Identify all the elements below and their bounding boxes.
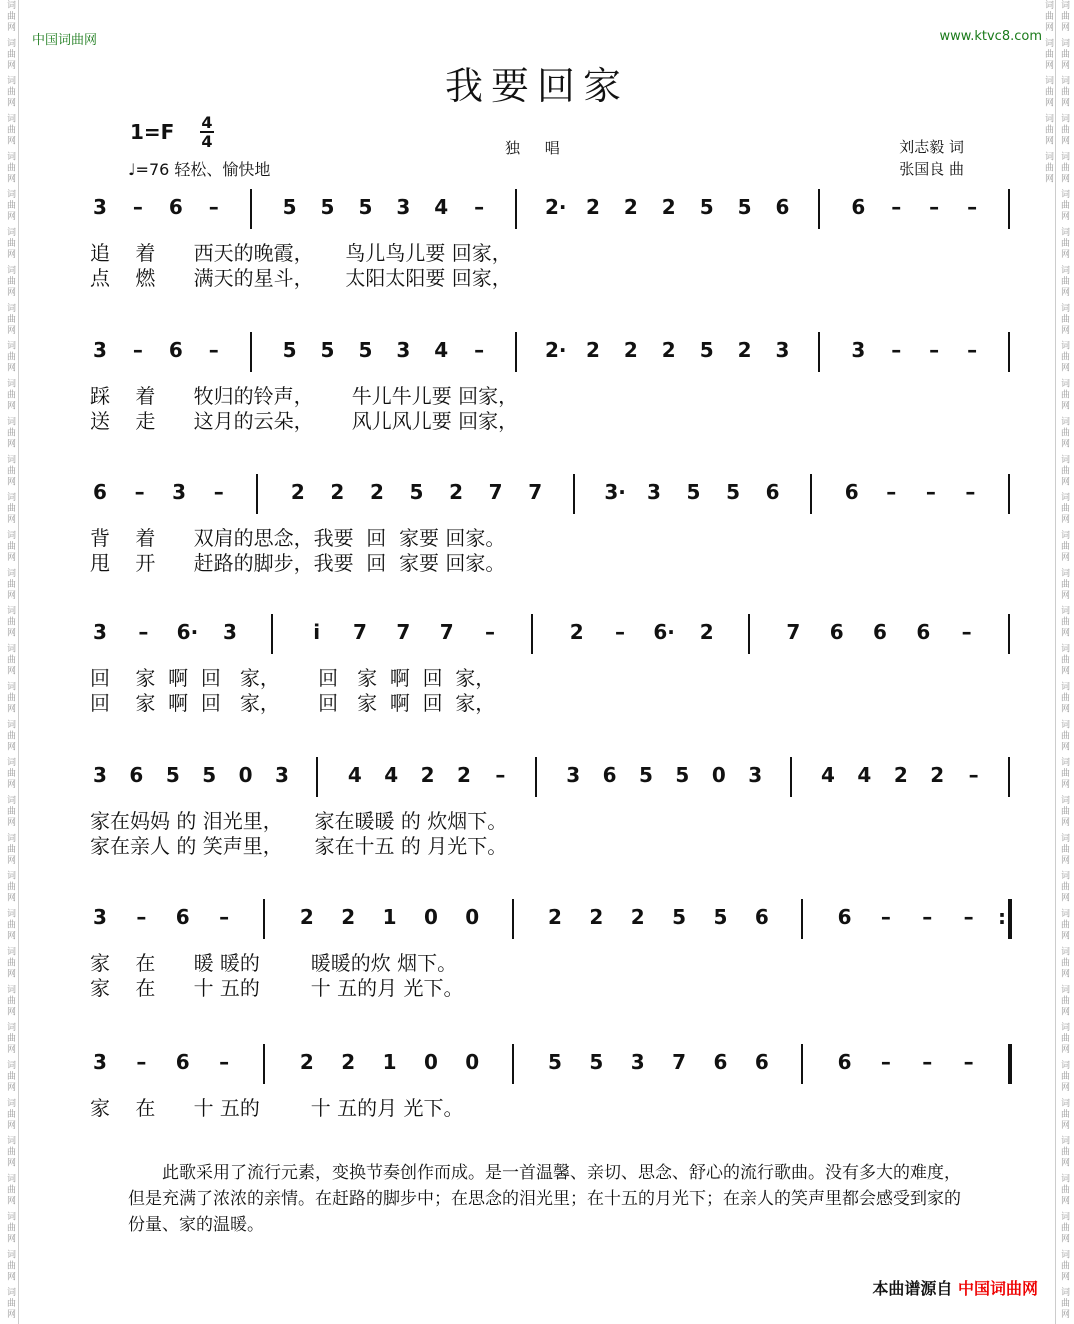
note: 2: [893, 763, 908, 787]
note: 2·: [545, 195, 567, 219]
bar-line: [1008, 332, 1010, 372]
note: –: [929, 338, 940, 362]
bar-line: [250, 189, 252, 229]
note: –: [132, 195, 143, 219]
bar-line: [810, 474, 812, 514]
bar-line: [1008, 189, 1010, 229]
note: –: [219, 905, 230, 929]
note: 3: [93, 620, 107, 644]
note: –: [968, 763, 979, 787]
note: 6: [754, 1050, 769, 1074]
time-top: 4: [201, 113, 213, 132]
note: –: [219, 1050, 230, 1074]
note: –: [891, 195, 902, 219]
time-signature: [200, 114, 214, 150]
note: 3: [851, 338, 866, 362]
note: 7: [439, 620, 454, 644]
note: 5: [358, 338, 373, 362]
note: 6: [175, 905, 190, 929]
note: –: [961, 620, 972, 644]
bar-line: [271, 614, 273, 654]
note: 6: [916, 620, 931, 644]
note: –: [925, 480, 936, 504]
note: 7: [786, 620, 801, 644]
bar-line: [801, 1044, 803, 1084]
bar-line: [263, 1044, 265, 1084]
note: 5: [675, 763, 690, 787]
note: 2·: [545, 338, 567, 362]
key-signature: 1=F: [130, 120, 175, 144]
note: 3: [775, 338, 790, 362]
note: 3: [396, 338, 411, 362]
note: –: [967, 195, 978, 219]
source-credit[interactable]: [872, 1276, 1038, 1299]
bar-line: [748, 614, 750, 654]
note: 3: [93, 338, 107, 362]
note: 0: [423, 905, 438, 929]
performance-note: 独 唱: [505, 139, 570, 157]
note: 3: [93, 905, 107, 929]
note: 3: [275, 763, 289, 787]
note: –: [485, 620, 495, 644]
note: 6: [844, 480, 859, 504]
note: 3: [748, 763, 763, 787]
note: –: [880, 1050, 891, 1074]
bar-line: [256, 474, 258, 514]
note: 5: [672, 905, 687, 929]
note: –: [891, 338, 902, 362]
bar-line: [790, 757, 792, 797]
note: 6: [602, 763, 617, 787]
lyrics-verse-2: 点 燃 满天的星斗， 太阳太阳要 回家，: [90, 266, 512, 290]
note: 2: [420, 763, 435, 787]
source-prefix: 本曲谱源自: [872, 1279, 953, 1298]
note: 0: [238, 763, 253, 787]
note: –: [880, 905, 891, 929]
note: –: [474, 338, 485, 362]
note: 3: [630, 1050, 645, 1074]
note: 4: [434, 338, 449, 362]
note: –: [886, 480, 897, 504]
note: 2: [341, 905, 356, 929]
note: 5: [409, 480, 424, 504]
note: 5: [699, 195, 714, 219]
note: 0: [465, 1050, 480, 1074]
note: –: [963, 905, 974, 929]
note: 7: [672, 1050, 687, 1074]
note: 3·: [604, 480, 626, 504]
note: 5: [686, 480, 701, 504]
note: 6: [851, 195, 866, 219]
bar-line: [512, 1044, 514, 1084]
note: –: [615, 620, 625, 644]
note: 2: [299, 905, 314, 929]
bar-line: [531, 614, 533, 654]
note: –: [208, 338, 219, 362]
note: 2: [737, 338, 752, 362]
site-name[interactable]: 中国词曲网: [32, 33, 98, 48]
note: 5: [358, 195, 373, 219]
lyrics-verse-1: 家 在 十 五的 十 五的月 光下。: [90, 1096, 464, 1120]
lyrics-verse-1: 家 在 暖 暖的 暖暖的炊 烟下。: [90, 951, 458, 975]
note: 2: [369, 480, 384, 504]
note: 2: [457, 763, 471, 787]
note: 5: [726, 480, 740, 504]
note: 7: [396, 620, 411, 644]
time-bottom: 4: [201, 132, 213, 151]
note: –: [965, 480, 976, 504]
note: 3: [223, 620, 237, 644]
bar-line: [1008, 474, 1010, 514]
note: 6: [168, 195, 183, 219]
bar-line: [1008, 614, 1010, 654]
source-site: 中国词曲网: [957, 1279, 1038, 1298]
note: 5: [202, 763, 217, 787]
right-watermark: 词曲网 词曲网 词曲网 词曲网 词曲网 词曲网 词曲网 词曲网 词曲网 词曲网 词曲网 词曲网 词曲网 词曲网 词曲网 词曲网 词曲网 词曲网 词曲网 词曲网 词曲网 词曲网 词曲网 词曲网 词曲网 词曲网 词曲网 词曲网 词曲网 词曲网 词曲网 词曲网 词曲网 词曲网 词曲网 词曲网 词曲网 词曲网 词曲网 词曲网: [1043, 0, 1069, 1321]
note: 2: [548, 905, 562, 929]
note: 6: [129, 763, 144, 787]
site-url[interactable]: www.ktvc8.com: [939, 29, 1042, 44]
note: 5: [699, 338, 714, 362]
note: 2: [699, 620, 714, 644]
note: 5: [320, 195, 335, 219]
note: –: [967, 338, 978, 362]
note: 6: [837, 905, 852, 929]
note: 4: [857, 763, 872, 787]
note: 2: [569, 620, 584, 644]
lyrics-verse-1: 家在妈妈 的 泪光里， 家在暖暖 的 炊烟下。: [90, 809, 508, 833]
bar-line: [250, 332, 252, 372]
note: 6·: [176, 620, 199, 644]
bar-line: [818, 332, 820, 372]
note: 4: [347, 763, 362, 787]
note: –: [132, 338, 143, 362]
note: 2: [585, 195, 600, 219]
note: –: [138, 620, 149, 644]
bar-line: [1008, 757, 1010, 797]
note: 4: [434, 195, 449, 219]
note: 4: [821, 763, 835, 787]
lyrics-verse-2: 甩 开 赶路的脚步，我要 回 家要 回家。: [90, 551, 506, 575]
note: 6: [765, 480, 780, 504]
note: 4: [384, 763, 399, 787]
tempo-marking: ♩=76 轻松、愉快地: [128, 160, 271, 179]
note: 6: [775, 195, 790, 219]
note: 6: [837, 1050, 852, 1074]
lyrics-verse-2: 家 在 十 五的 十 五的月 光下。: [90, 976, 464, 1000]
lyrics-verse-1: 回 家 啊 回 家， 回 家 啊 回 家，: [90, 666, 496, 690]
bar-line: [801, 899, 803, 939]
note: 5: [165, 763, 180, 787]
note: –: [963, 1050, 974, 1074]
repeat-dots: :: [998, 905, 1006, 929]
note: 5: [548, 1050, 562, 1074]
note: –: [929, 195, 940, 219]
note: –: [922, 905, 933, 929]
note: –: [922, 1050, 933, 1074]
note: 0: [465, 905, 480, 929]
lyricist: 刘志毅 词: [899, 138, 964, 156]
note: 1: [382, 905, 397, 929]
note: 6·: [653, 620, 675, 644]
note: i: [313, 620, 321, 644]
note: –: [474, 195, 485, 219]
note: 0: [423, 1050, 438, 1074]
note: –: [208, 195, 219, 219]
note: –: [136, 1050, 147, 1074]
song-title: 我要回家: [444, 64, 629, 108]
note: 6: [175, 1050, 190, 1074]
note: 5: [320, 338, 335, 362]
note: 6: [168, 338, 183, 362]
note: 2: [623, 338, 638, 362]
note: 5: [282, 195, 297, 219]
right-border-line: [1055, 0, 1056, 1324]
lyrics-verse-2: 家在亲人 的 笑声里， 家在十五 的 月光下。: [90, 834, 508, 858]
note: –: [134, 480, 145, 504]
left-watermark: 词曲网 词曲网 词曲网 词曲网 词曲网 词曲网 词曲网 词曲网 词曲网 词曲网 词曲网 词曲网 词曲网 词曲网 词曲网 词曲网 词曲网 词曲网 词曲网 词曲网 词曲网 词曲网 词曲网 词曲网 词曲网 词曲网 词曲网 词曲网 词曲网 词曲网 词曲网 词曲网 词曲网 词曲网 词曲网: [5, 0, 15, 1321]
note: 6: [829, 620, 844, 644]
bar-line: [515, 189, 517, 229]
note: 3: [172, 480, 187, 504]
bar-line: [1008, 1044, 1012, 1084]
note: 5: [737, 195, 752, 219]
note: 2: [589, 905, 604, 929]
note: 2: [341, 1050, 356, 1074]
note: 3: [646, 480, 661, 504]
bar-line: [512, 899, 514, 939]
note: 6: [93, 480, 107, 504]
composer: 张国良 曲: [899, 160, 964, 178]
left-border-line: [18, 0, 19, 1324]
note: 3: [93, 1050, 107, 1074]
bar-line: [573, 474, 575, 514]
note: 2: [661, 338, 676, 362]
song-description: 此歌采用了流行元素，变换节奏创作而成。是一首温馨、亲切、思念、舒心的流行歌曲。没有多大的难度，但是充满了浓浓的亲情。在赶路的脚步中；在思念的泪光里；在十五的月光下；在亲人的笑声里都会感受到家的份量、家的温暖。: [128, 1163, 961, 1235]
note: 7: [488, 480, 503, 504]
bar-line: [316, 757, 318, 797]
lyrics-verse-1: 背 着 双肩的思念，我要 回 家要 回家。: [90, 526, 506, 550]
bar-line: [515, 332, 517, 372]
note: 5: [713, 905, 728, 929]
note: 3: [93, 763, 107, 787]
note: –: [213, 480, 224, 504]
note: 5: [639, 763, 653, 787]
lyrics-verse-1: 踩 着 牧归的铃声， 牛儿牛儿要 回家，: [90, 384, 519, 408]
lyrics-verse-2: 送 走 这月的云朵， 风儿风儿要 回家，: [90, 409, 519, 433]
note: 2: [630, 905, 645, 929]
note: 2: [299, 1050, 314, 1074]
note: 2: [623, 195, 638, 219]
note: 5: [282, 338, 297, 362]
note: 5: [589, 1050, 604, 1074]
note: 1: [382, 1050, 397, 1074]
note: 2: [290, 480, 305, 504]
note: 6: [754, 905, 769, 929]
bar-line: [263, 899, 265, 939]
note: 2: [661, 195, 676, 219]
lyrics-verse-1: 追 着 西天的晚霞， 鸟儿鸟儿要 回家，: [90, 241, 512, 265]
note: 2: [330, 480, 345, 504]
note: 7: [528, 480, 543, 504]
note: 6: [713, 1050, 728, 1074]
note: 3: [93, 195, 107, 219]
note: –: [495, 763, 506, 787]
note: 2: [449, 480, 464, 504]
note: 3: [566, 763, 581, 787]
note: 2: [585, 338, 600, 362]
bar-line: [818, 189, 820, 229]
bar-line: [535, 757, 537, 797]
note: 6: [873, 620, 887, 644]
note: 2: [930, 763, 945, 787]
note: 7: [353, 620, 367, 644]
lyrics-verse-2: 回 家 啊 回 家， 回 家 啊 回 家，: [90, 691, 496, 715]
note: 0: [711, 763, 726, 787]
note: –: [136, 905, 147, 929]
note: 3: [396, 195, 411, 219]
